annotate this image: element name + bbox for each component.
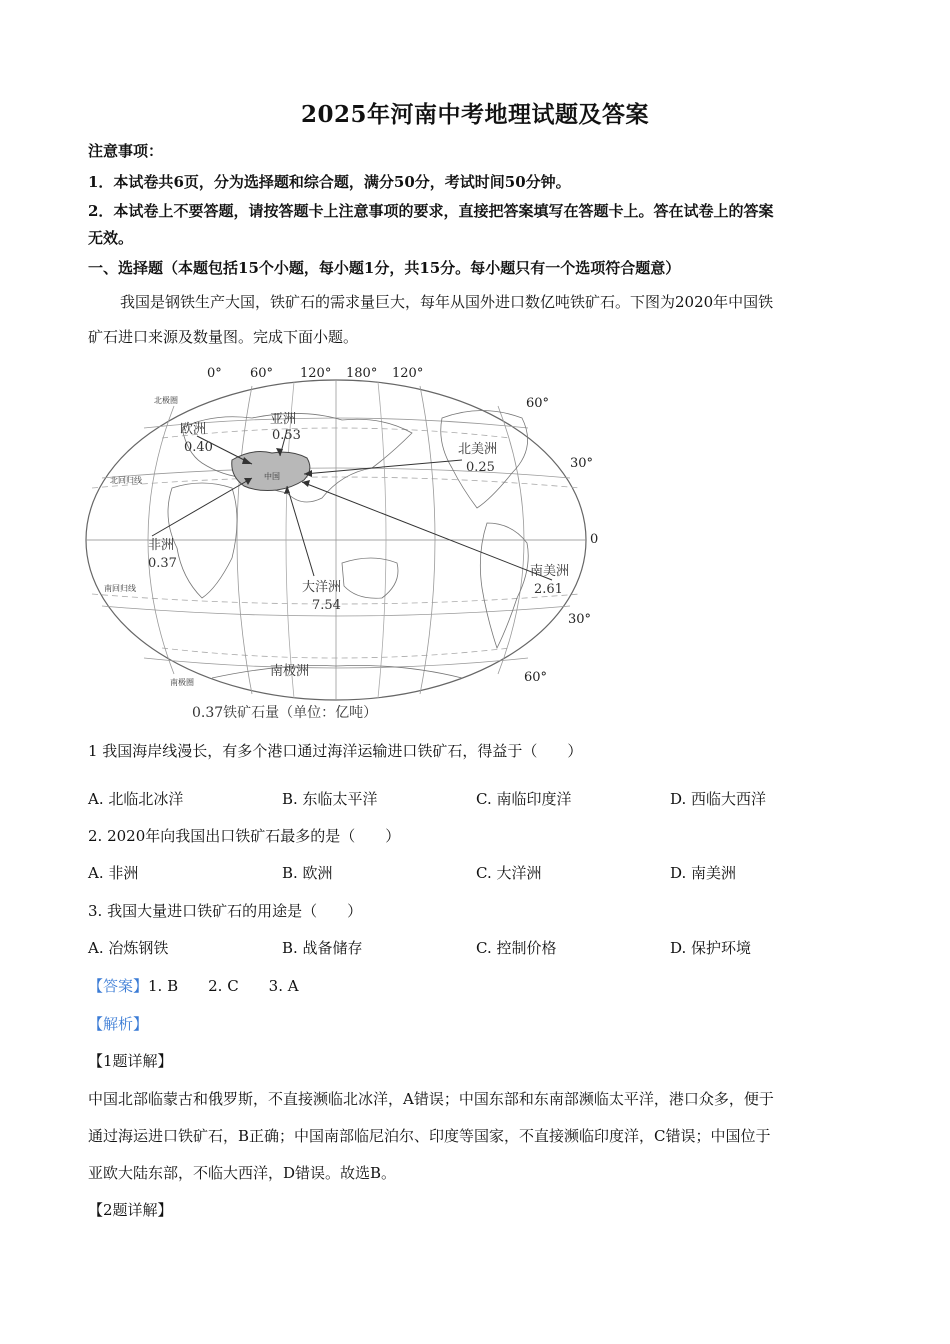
q3-option-d: D. 保护环境 — [670, 939, 752, 957]
q1-option-d: D. 西临大西洋 — [670, 790, 767, 808]
q2-option-a: A. 非洲 — [88, 864, 139, 882]
antarctica-label: 南极洲 — [270, 664, 310, 679]
notice-heading: 注意事项： — [88, 142, 164, 160]
tropic-capricorn-label: 南回归线 — [104, 584, 136, 593]
lon-label-180: 180° — [346, 366, 378, 381]
lat-label-30n: 30° — [570, 456, 594, 471]
africa-label: 非洲 — [148, 538, 175, 553]
section-heading: 一、选择题（本题包括15个小题，每小题1分，共15分。每小题只有一个选项符合题意） — [88, 259, 681, 277]
notice-item-2-cont: 无效。 — [88, 229, 134, 247]
q1-option-b: B. 东临太平洋 — [282, 790, 378, 808]
world-map-figure — [82, 358, 622, 708]
question-3-stem: 3. 我国大量进口铁矿石的用途是（ ） — [88, 902, 363, 920]
answer-tag: 【答案】 — [88, 977, 149, 995]
oceania-value: 7.54 — [312, 598, 341, 613]
q1-option-c: C. 南临印度洋 — [476, 790, 572, 808]
question-1-stem: 1 我国海岸线漫长，有多个港口通过海洋运输进口铁矿石，得益于（ ） — [88, 742, 583, 760]
detail-2-heading: 【2题详解】 — [88, 1201, 173, 1219]
detail-1-line-3: 亚欧大陆东部，不临大西洋，D错误。故选B。 — [88, 1164, 397, 1182]
notice-item-2: 2．本试卷上不要答题，请按答题卡上注意事项的要求，直接把答案填写在答题卡上。答在试卷上的答案 — [88, 202, 774, 220]
q3-option-a: A. 冶炼钢铁 — [88, 939, 169, 957]
europe-label: 欧洲 — [180, 422, 207, 437]
q2-option-b: B. 欧洲 — [282, 864, 333, 882]
oceania-label: 大洋洲 — [302, 580, 342, 595]
north-america-value: 0.25 — [466, 460, 495, 475]
lon-label-120w: 120° — [392, 366, 424, 381]
analysis-tag: 【解析】 — [88, 1015, 149, 1033]
q2-option-c: C. 大洋洲 — [476, 864, 542, 882]
north-america-label: 北美洲 — [458, 442, 498, 457]
intro-paragraph-cont: 矿石进口来源及数量图。完成下面小题。 — [88, 328, 359, 346]
arctic-circle-label: 北极圈 — [154, 396, 178, 405]
notice-item-1: 1．本试卷共6页，分为选择题和综合题，满分50分，考试时间50分钟。 — [88, 173, 571, 191]
china-label: 中国 — [264, 472, 280, 481]
lat-label-30s: 30° — [568, 612, 592, 627]
detail-1-heading: 【1题详解】 — [88, 1052, 173, 1070]
lon-label-120e: 120° — [300, 366, 332, 381]
q3-option-b: B. 战备储存 — [282, 939, 363, 957]
africa-value: 0.37 — [148, 556, 177, 571]
q2-option-d: D. 南美洲 — [670, 864, 737, 882]
asia-label: 亚洲 — [270, 412, 297, 427]
answer-text: 1. B 2. C 3. A — [148, 977, 299, 995]
page-title: 2025年河南中考地理试题及答案 — [300, 101, 649, 128]
lat-label-60s: 60° — [524, 670, 548, 685]
detail-1-line-1: 中国北部临蒙古和俄罗斯，不直接濒临北冰洋，A错误；中国东部和东南部濒临太平洋，港口众多，便于 — [88, 1090, 774, 1108]
detail-1-line-2: 通过海运进口铁矿石，B正确；中国南部临尼泊尔、印度等国家，不直接濒临印度洋，C错误；中国位于 — [88, 1127, 771, 1145]
q1-option-a: A. 北临北冰洋 — [88, 790, 184, 808]
europe-value: 0.40 — [184, 440, 213, 455]
asia-value: 0.53 — [272, 428, 301, 443]
lat-label-equator: 0 — [590, 532, 599, 547]
answer-line — [88, 975, 868, 997]
tropic-cancer-label: 北回归线 — [110, 476, 142, 485]
south-america-value: 2.61 — [534, 582, 563, 597]
lat-label-60n: 60° — [526, 396, 550, 411]
intro-paragraph: 我国是钢铁生产大国，铁矿石的需求量巨大，每年从国外进口数亿吨铁矿石。下图为2020年中国铁 — [120, 293, 774, 311]
antarctic-circle-label: 南极圈 — [170, 678, 194, 687]
map-caption: 0.37铁矿石量（单位：亿吨） — [192, 705, 378, 721]
lon-label-60: 60° — [250, 366, 274, 381]
south-america-label: 南美洲 — [530, 564, 570, 579]
q3-option-c: C. 控制价格 — [476, 939, 557, 957]
question-2-stem: 2. 2020年向我国出口铁矿石最多的是（ ） — [88, 827, 401, 845]
lon-label-0: 0° — [207, 366, 222, 381]
